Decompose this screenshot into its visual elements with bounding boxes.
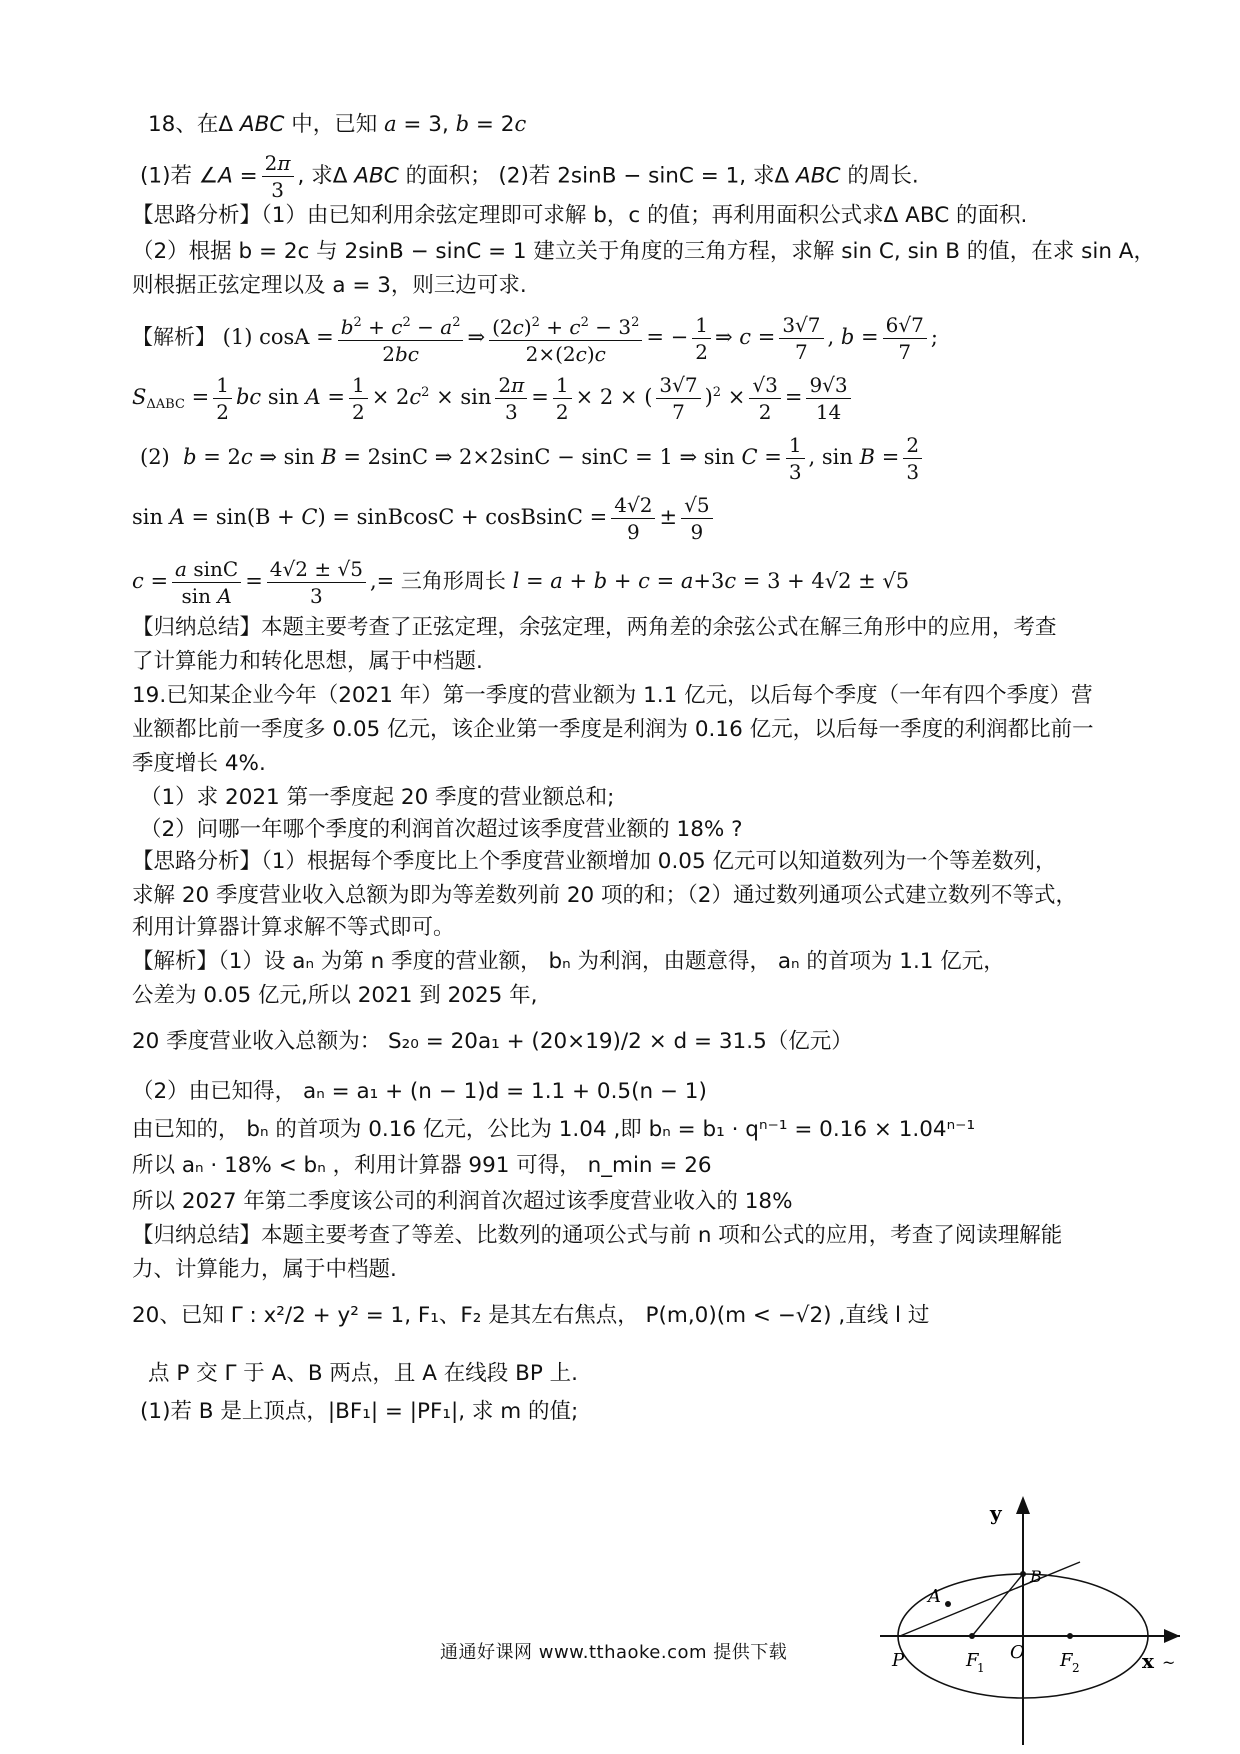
q19-line-7: 求解 20 季度营业收入总额为即为等差数列前 20 项的和；（2）通过数列通项公式建立数列不等式，	[132, 883, 1077, 908]
q19-line-10: 公差为 0.05 亿元,所以 2021 到 2025 年,	[132, 983, 538, 1008]
q18-summary-1: 【归纳总结】本题主要考查了正弦定理，余弦定理，两角差的余弦公式在解三角形中的应用，考查	[132, 615, 1057, 640]
q19-line-14: 所以 aₙ · 18% < bₙ ，利用计算器 991 可得， n_min = 26	[132, 1153, 712, 1178]
q19-line-15: 所以 2027 年第二季度该公司的利润首次超过该季度营业收入的 18%	[132, 1189, 793, 1214]
point-b-dot	[1020, 1571, 1026, 1577]
q19-line-12: （2）由已知得， aₙ = a₁ + (n − 1)d = 1.1 + 0.5(n − 1)	[132, 1079, 707, 1104]
label-a: A	[928, 1586, 941, 1607]
label-o: O	[1010, 1642, 1025, 1663]
q18-analysis-1: 【思路分析】（1）由已知利用余弦定理即可求解 b，c 的值；再利用面积公式求Δ ABC 的面积.	[132, 203, 1028, 228]
label-x: x	[1142, 1649, 1154, 1673]
label-y: y	[990, 1501, 1002, 1525]
q18-solution-2: $S_{\Delta ABC}$ = $\frac{1}{2}$ bc sin A = $\frac{1}{2}$ × $2c^2 \times \sin$ $\frac{2\pi}{3}$ = $\frac{1}{2}$ × 2 × ( $\frac{3√7}{7}$ )$^2$ × $\frac{√3}{2}$ = $\frac{9√3}{14}$	[132, 372, 1092, 425]
label-f2: F	[1060, 1650, 1073, 1671]
point-f2-dot	[1067, 1633, 1073, 1639]
q18-summary-2: 了计算能力和转化思想，属于中档题.	[132, 649, 483, 674]
q19-line-16: 【归纳总结】本题主要考查了等差、比数列的通项公式与前 n 项和公式的应用，考查了阅读理解能	[132, 1223, 1063, 1248]
q20-line-1: 20、已知 Γ : x²/2 + y² = 1, F₁、F₂ 是其左右焦点， P(m,0)(m < −√2) ,直线 l 过	[132, 1303, 930, 1328]
q18-title	[148, 108, 1108, 141]
q18-analysis-3: 则根据正弦定理以及 a = 3，则三边可求.	[132, 273, 527, 298]
q18-parts: (1)若 ∠A = $\frac{2\pi}{3}$ , 求Δ ABC 的面积； (2)若 2sinB − sinC = 1, 求Δ ABC 的周长.	[140, 151, 919, 202]
point-a-dot	[945, 1601, 951, 1607]
q19-line-17: 力、计算能力，属于中档题.	[132, 1257, 397, 1282]
q20-line-3: (1)若 B 是上顶点，|BF₁| = |PF₁|, 求 m 的值;	[140, 1399, 579, 1424]
y-axis-arrow	[1016, 1496, 1030, 1514]
label-b: B	[1030, 1567, 1042, 1586]
q18-analysis-2: （2）根据 b = 2c 与 2sinB − sinC = 1 建立关于角度的三角方程，求解 sin C, sin B 的值，在求 sin A，	[132, 239, 1155, 264]
ellipse-figure	[880, 1490, 1210, 1750]
q19-line-2: 业额都比前一季度多 0.05 亿元，该企业第一季度是利润为 0.16 亿元，以后每一季度的利润都比前一	[132, 717, 1094, 742]
q20-line-2: 点 P 交 Γ 于 A、B 两点，且 A 在线段 BP 上.	[148, 1361, 579, 1386]
segment-bf1	[972, 1574, 1023, 1636]
label-f1-sub: 1	[977, 1661, 985, 1675]
q19-line-8: 利用计算器计算求解不等式即可。	[132, 915, 455, 940]
q19-line-9: 【解析】（1）设 aₙ 为第 n 季度的营业额， bₙ 为利润，由题意得， aₙ 的首项为 1.1 亿元，	[132, 949, 1005, 974]
q18-solution-5: c = $\frac{\text{a sinC}}{\text{sin A}}$ = $\frac{4√2 \pm √5}{3}$ ,= 三角形周长 l = a + b + c = a+3c = 3 + 4√2 ± √5	[132, 557, 910, 608]
point-f1-dot	[969, 1633, 975, 1639]
label-p: P	[892, 1650, 905, 1671]
label-f1: F	[966, 1650, 979, 1671]
q18-solution-3: (2) b = 2c ⇒ sin B = 2sinC ⇒ 2×2sinC − sinC = 1 ⇒ sin C = $\frac{1}{3}$ , sin B = $\frac{2}{3}$	[140, 432, 1100, 485]
label-tail: ~	[1162, 1653, 1176, 1672]
q18-solution-1: 【解析】 (1) cosA = $\frac{b^2 + c^2 - a^2}{2bc}$ ⇒ $\frac{(2c)^2 + c^2 - 3^2}{2\times(2c)c}$ = − $\frac{1}{2}$ ⇒ c = $\frac{3√7}{7}$ , b = $\frac{6√7}{7}$ ;	[132, 310, 1092, 367]
q19-line-5: （2）问哪一年哪个季度的利润首次超过该季度营业额的 18% ?	[140, 817, 743, 842]
line-l	[900, 1562, 1080, 1636]
page-footer: 通通好课网 www.tthaoke.com 提供下载	[440, 1642, 788, 1663]
label-f2-sub: 2	[1072, 1661, 1080, 1675]
q19-line-4: （1）求 2021 第一季度起 20 季度的营业额总和;	[140, 785, 615, 810]
x-axis-arrow	[1164, 1629, 1180, 1643]
q19-line-3: 季度增长 4%.	[132, 751, 266, 776]
q19-line-13: 由已知的， bₙ 的首项为 0.16 亿元，公比为 1.04 ,即 bₙ = b₁ · qⁿ⁻¹ = 0.16 × 1.04ⁿ⁻¹	[132, 1117, 976, 1142]
q19-line-11: 20 季度营业收入总额为： S₂₀ = 20a₁ + (20×19)/2 × d = 31.5（亿元）	[132, 1029, 853, 1054]
q18-solution-4: sin A = sin(B + C) = sinBcosC + cosBsinC = $\frac{4√2}{9}$ ± $\frac{√5}{9}$	[132, 492, 1092, 545]
q19-line-6: 【思路分析】（1）根据每个季度比上个季度营业额增加 0.05 亿元可以知道数列为一个等差数列，	[132, 849, 1057, 874]
q18-title-text: 18、在Δ ABC 中，已知 a = 3, b = 2c	[148, 112, 527, 137]
q19-line-1: 19.已知某企业今年（2021 年）第一季度的营业额为 1.1 亿元，以后每个季度（一年有四个季度）营	[132, 683, 1093, 708]
